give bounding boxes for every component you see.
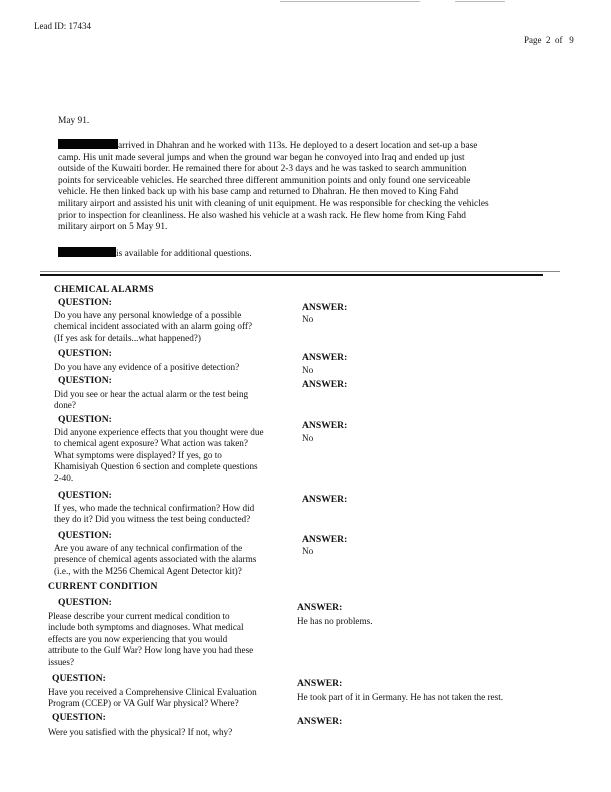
answer-label: ANSWER:: [302, 352, 348, 363]
question-label: QUESTION:: [58, 297, 112, 308]
answer-label: ANSWER:: [302, 420, 348, 431]
date-line: May 91.: [58, 116, 90, 126]
divider-faint: [40, 271, 560, 272]
page-indicator: [524, 35, 574, 45]
answer-text: He has no problems.: [297, 616, 373, 626]
answer-label: ANSWER:: [302, 534, 348, 545]
lead-id: Lead ID: 17434: [34, 21, 91, 31]
page-total: 9: [569, 35, 574, 45]
question-label: QUESTION:: [58, 597, 112, 608]
divider-rule: [40, 274, 543, 276]
question-line: If yes, who made the technical confirmation? How did: [54, 503, 255, 513]
answer-label: ANSWER:: [297, 602, 343, 613]
question-line: presence of chemical agents associated with the alarms: [54, 554, 257, 565]
scan-mark: [280, 1, 420, 2]
question-line: Did anyone experience effects that you thought were due: [54, 427, 264, 437]
narrative-paragraph: [58, 139, 558, 234]
question-text: [48, 687, 288, 710]
answer-label: ANSWER:: [297, 678, 343, 689]
question-line: Do you have any personal knowledge of a possible: [54, 310, 242, 320]
availability-text: is available for additional questions.: [116, 249, 252, 259]
answer-label: ANSWER:: [302, 379, 348, 390]
answer-text: No: [302, 365, 314, 375]
redaction-bar: [58, 139, 118, 149]
narrative-line: military airport on 5 May 91.: [58, 222, 168, 233]
question-line: Have you received a Comprehensive Clinical Evaluation: [48, 687, 257, 697]
question-line: (i.e., with the M256 Chemical Agent Detector kit)?: [54, 565, 242, 576]
question-line: issues?: [48, 656, 75, 667]
question-line: Khamisiyah Question 6 section and complete questions: [54, 461, 258, 472]
question-text: [54, 362, 294, 373]
question-line: they do it? Did you witness the test being conducted?: [54, 514, 251, 525]
narrative-line: camp. His unit made several jumps and when the ground war began he convoyed into Iraq and ended up just: [58, 152, 465, 163]
answer-text: He took part of it in Germany. He has not taken the rest.: [297, 692, 504, 702]
narrative-first-line: [58, 139, 558, 153]
question-text: [54, 310, 294, 344]
narrative-line: arrived in Dhahran and he worked with 113s. He deployed to a desert location and set-up a base: [118, 141, 478, 151]
page-number: 2: [546, 35, 551, 45]
answer-label: ANSWER:: [302, 302, 348, 313]
question-text: [54, 543, 294, 577]
question-line: Did you see or hear the actual alarm or the test being: [54, 389, 249, 399]
question-line: to chemical agent exposure? What action was taken?: [54, 438, 248, 449]
question-text: [48, 611, 288, 668]
question-line: attribute to the Gulf War? How long have you had these: [48, 645, 254, 656]
question-label: QUESTION:: [58, 375, 112, 386]
scan-mark: [455, 1, 505, 2]
question-label: QUESTION:: [58, 348, 112, 359]
question-line: Do you have any evidence of a positive detection?: [54, 362, 240, 372]
question-text: [54, 389, 294, 412]
answer-text: No: [302, 433, 314, 443]
question-line: What symptoms were displayed? If yes, go to: [54, 449, 222, 460]
answer-label: ANSWER:: [297, 716, 343, 727]
question-line: include both symptoms and diagnoses. What medical: [48, 622, 244, 633]
narrative-line: military airport and assisted his unit with cleaning of unit equipment. He was responsible for checking the vehicles: [58, 198, 489, 209]
answer-label: ANSWER:: [302, 494, 348, 505]
question-label: QUESTION:: [58, 530, 112, 541]
question-line: (If yes ask for details...what happened?): [54, 332, 201, 343]
availability-line: [58, 247, 252, 261]
question-line: Please describe your current medical condition to: [48, 611, 230, 621]
narrative-line: outside of the Kuwaiti border. He remained there for about 2-3 days and he was tasked to search ammunition: [58, 164, 467, 175]
question-label: QUESTION:: [58, 490, 112, 501]
page-of: of: [555, 35, 563, 45]
question-label: QUESTION:: [52, 673, 106, 684]
question-text: [48, 727, 288, 738]
question-label: QUESTION:: [52, 712, 106, 723]
page-label: Page: [524, 35, 542, 45]
narrative-line: points for serviceable vehicles. He searched three different ammunition points and only found one serviceable: [58, 175, 471, 186]
question-label: QUESTION:: [58, 414, 112, 425]
section-heading-current-condition: CURRENT CONDITION: [48, 581, 158, 592]
question-line: Are you aware of any technical confirmation of the: [54, 543, 243, 553]
narrative-line: vehicle. He then linked back up with his base camp and returned to Dhahran. He then moved to King Fahd: [58, 187, 459, 198]
section-heading-chemical-alarms: CHEMICAL ALARMS: [54, 284, 154, 295]
narrative-line: prior to inspection for cleanliness. He also washed his vehicle at a wash rack. He flew home from King Fahd: [58, 210, 466, 221]
answer-text: No: [302, 314, 314, 324]
redaction-bar: [58, 247, 116, 257]
question-text: [54, 427, 304, 484]
question-line: effects are you now experiencing that you would: [48, 633, 228, 644]
answer-text: No: [302, 546, 314, 556]
question-line: chemical incident associated with an alarm going off?: [54, 321, 253, 332]
question-line: Program (CCEP) or VA Gulf War physical? Where?: [48, 698, 239, 709]
question-line: 2-40.: [54, 472, 74, 483]
question-line: done?: [54, 400, 76, 411]
question-text: [54, 503, 294, 526]
question-line: Were you satisfied with the physical? If not, why?: [48, 727, 233, 737]
